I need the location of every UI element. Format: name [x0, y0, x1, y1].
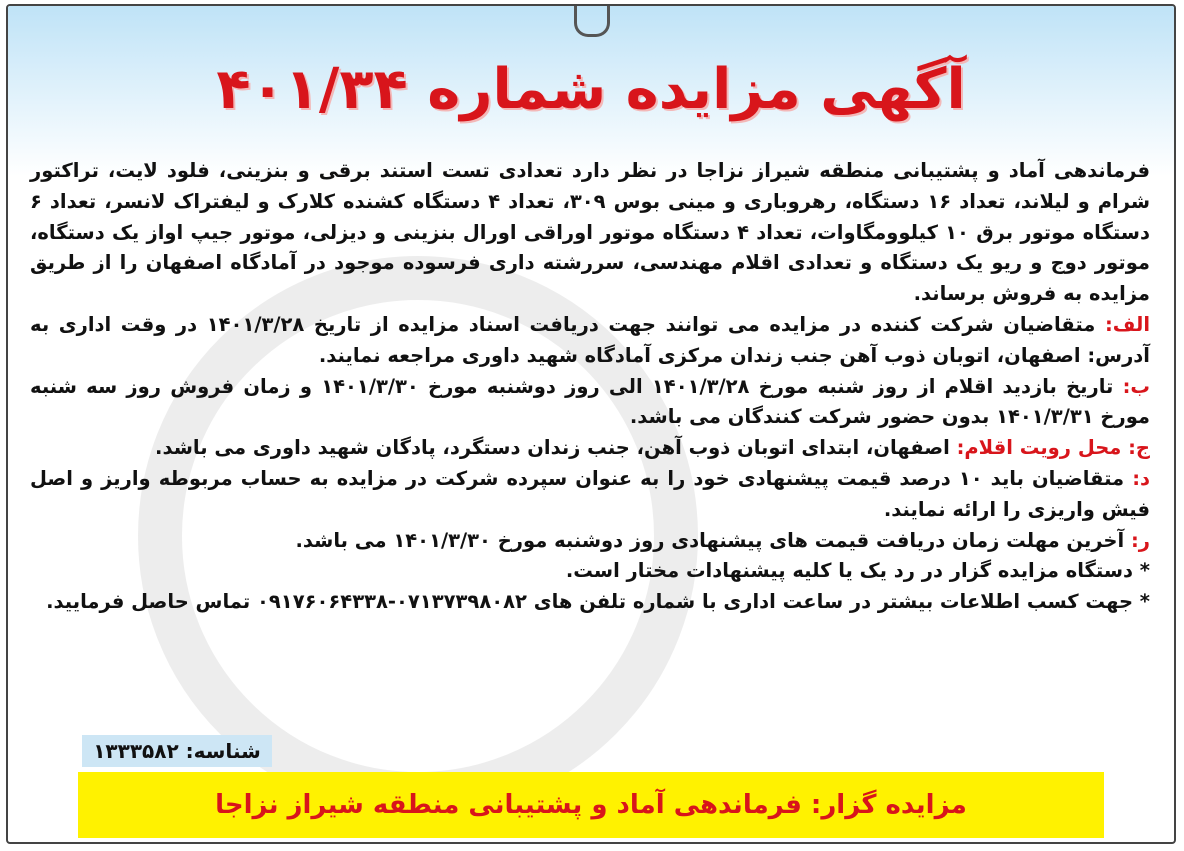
section-text: اصفهان، ابتدای اتوبان ذوب آهن، جنب زندان دستگرد، پادگان شهید داوری می باشد. [155, 436, 950, 460]
paper-clip-icon [574, 4, 610, 37]
section-be [30, 372, 1150, 434]
section-label: ب: [1122, 374, 1150, 398]
advertisement-frame [6, 4, 1176, 844]
intro-paragraph: فرماندهی آماد و پشتیبانی منطقه شیراز نزاجا در نظر دارد تعدادی تست استند برقی و بنزینی، فلود لایت، تراکتور شرام و لیلاند، تعداد ۱۶ دستگاه، رهروباری و مینی بوس ۳۰۹، تعداد ۴ دستگاه کشنده کلارک و لیفتراک لانسر، تعداد ۶ دستگاه موتور برق ۱۰ کیلوومگاوات، تعداد ۴ دستگاه موتور اوراقی اورال بنزینی و دیزلی، موتور جیپ اواز یک دستگاه، موتور دوج و ریو یک دستگاه و تعدادی اقلام مهندسی، سررشته داری فرسوده موجود در آمادگاه اصفهان را از طریق مزایده به فروش برساند. [30, 159, 1150, 306]
section-text: تاریخ بازدید اقلام از روز شنبه مورخ ۱۴۰۱/۳/۲۸ الی روز دوشنبه مورخ ۱۴۰۱/۳/۳۰ و زمان فروش روز سه شنبه مورخ ۱۴۰۱/۳/۳۱ بدون حضور شرکت کنندگان می باشد. [30, 374, 1150, 429]
section-text: آخرین مهلت زمان دریافت قیمت های پیشنهادی روز دوشنبه مورخ ۱۴۰۱/۳/۳۰ می باشد. [295, 528, 1125, 552]
section-dal [30, 464, 1150, 526]
section-alef [30, 310, 1150, 372]
note-contact: * جهت کسب اطلاعات بیشتر در ساعت اداری با شماره تلفن های ۰۷۱۳۷۳۹۸۰۸۲-۰۹۱۷۶۰۶۴۳۳۸ تماس حاصل فرمایید. [46, 590, 1150, 614]
note-rights: * دستگاه مزایده گزار در رد یک یا کلیه پیشنهادات مختار است. [565, 559, 1150, 583]
section-label: ج: محل رویت اقلام: [956, 436, 1150, 460]
notice-body [30, 156, 1150, 618]
page-title: آگهی مزایده شماره ۴۰۱/۳۴ [216, 57, 966, 122]
section-label: الف: [1104, 312, 1151, 336]
section-text: متقاضیان شرکت کننده در مزایده می توانند جهت دریافت اسناد مزایده از تاریخ ۱۴۰۱/۳/۲۸ در وقت اداری به آدرس: اصفهان، اتوبان ذوب آهن جنب زندان مرکزی آمادگاه شهید داوری مراجعه نمایند. [30, 312, 1150, 367]
section-re [30, 526, 1150, 557]
section-label: ر: [1130, 528, 1150, 552]
section-jim [30, 433, 1150, 464]
identifier-badge: شناسه: ۱۳۳۳۵۸۲ [82, 735, 272, 767]
section-label: د: [1132, 466, 1151, 490]
auctioneer-footer: مزایده گزار: فرماندهی آماد و پشتیبانی منطقه شیراز نزاجا [78, 772, 1104, 838]
section-text: متقاضیان باید ۱۰ درصد قیمت پیشنهادی خود را به عنوان سپرده شرکت در مزایده به حساب مربوطه واریز و اصل فیش واریزی را ارائه نمایند. [30, 466, 1150, 521]
